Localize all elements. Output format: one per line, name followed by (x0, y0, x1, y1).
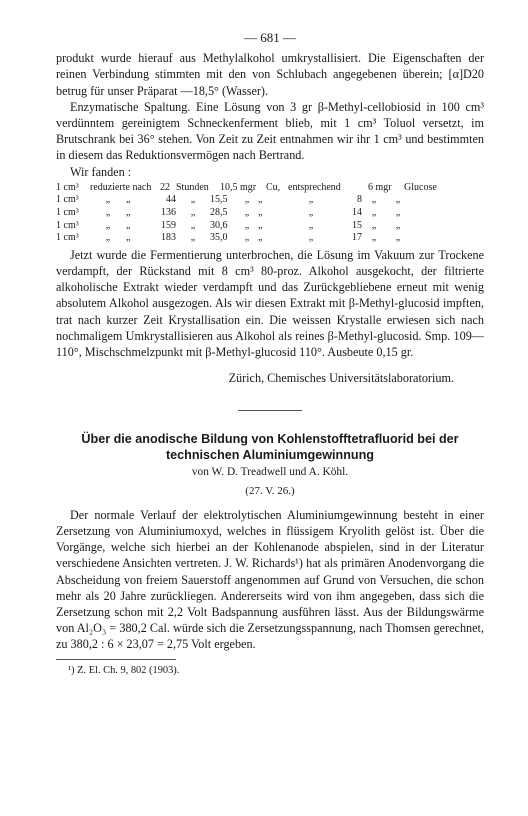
affiliation: Zürich, Chemisches Universitätslaboratorium. (228, 371, 454, 386)
footnote-divider (56, 659, 176, 660)
table-row: 1 cm³ „ „ 44 „ 15,5 „ „ „ 8 „ „ (56, 194, 401, 206)
page-number: — 681 — (244, 30, 296, 45)
table-row: 1 cm³ „ „ 136 „ 28,5 „ „ „ 14 „ „ (56, 207, 401, 219)
paragraph-2: Enzymatische Spaltung. Eine Lösung von 3 gr β-Methyl-cellobiosid in 100 cm³ verdünntem gereinigtem Schneckenferment blieb, mit 1 cm³ Toluol versetzt, im Brutschrank bei 36° stehen. Von Zeit zu Zeit entnahmen wir ihr 1 cm³ und bestimmten in diesem das Reduktionsvermögen nach Bertrand. (56, 99, 484, 163)
paragraph-5: Der normale Verlauf der elektrolytischen Aluminiumgewinnung besteht in einer Zersetzung von Aluminiumoxyd, welches in flüssigem Kryolith gelöst ist. Über die Vorgänge, welche sich hierbei an der Kohlenanode abspielen, sind in der Literatur verschiedene Ansichten vertreten. J. W. Richards¹) hat als primären Anodenvorgang die Abscheidung von freiem Sauerstoff angenommen auf Grund von Versuchen, die schon mehr als 20 Jahre zurückliegen. Andererseits wird von ihm angegeben, dass sich die Zersetzung schon mit 2,2 Volt Badspannung ausführen lässt. Aus der Bildungswärme von Al₂O₃ = 380,2 Cal. würde sich die Zersetzungsspannung, nach Thomsen gerechnet, zu 380,2 : 6 × 23,07 = 2,75 Volt ergeben. (56, 507, 484, 652)
table-row: 1 cm³ reduzierte nach 22 Stunden 10,5 mgr Cu, entsprechend 6 mgr Glucose (56, 181, 437, 193)
table-row: 1 cm³ „ „ 183 „ 35,0 „ „ „ 17 „ „ (56, 232, 401, 244)
article-authors: von W. D. Treadwell und A. Köhl. (191, 466, 349, 479)
page-body (56, 30, 484, 677)
article-title: Über die anodische Bildung von Kohlenstofftetrafluorid bei der technischen Aluminiumgewinnung (81, 432, 459, 463)
footnote: ¹) Z. El. Ch. 9, 802 (1903). (68, 664, 180, 676)
paragraph-3: Wir fanden : (70, 164, 132, 179)
article-date: (27. V. 26.) (245, 484, 295, 497)
section-divider (238, 410, 302, 411)
table-row: 1 cm³ „ „ 159 „ 30,6 „ „ „ 15 „ „ (56, 219, 401, 231)
paragraph-4: Jetzt wurde die Fermentierung unterbrochen, die Lösung im Vakuum zur Trockene verdampft, der Rückstand mit 8 cm³ 80-proz. Alkohol ausgekocht, der filtrierte alkoholische Extrakt wieder verdampft und das Zurückgebliebene erneut mit wenig absolutem Alkohol ausgezogen. Als wir diesen Extrakt mit β-Methyl-glucosid impften, trat nach kurzer Zeit Krystallisation ein. Die weissen Krystalle erwiesen sich nach nochmaligem Umkrystallisieren aus Alkohol als reines β-Methyl-glucosid. Smp. 109—110°, Mischschmelzpunkt mit β-Methyl-glucosid 110°. Ausbeute 0,15 gr. (56, 247, 484, 360)
paragraph-1: produkt wurde hierauf aus Methylalkohol umkrystallisiert. Die Eigenschaften der reinen Verbindung stimmten mit den von Schlubach angegebenen überein; [α]D20 betrug für unser Präparat —18,5° (Wasser). (56, 51, 484, 98)
results-table (56, 182, 484, 245)
